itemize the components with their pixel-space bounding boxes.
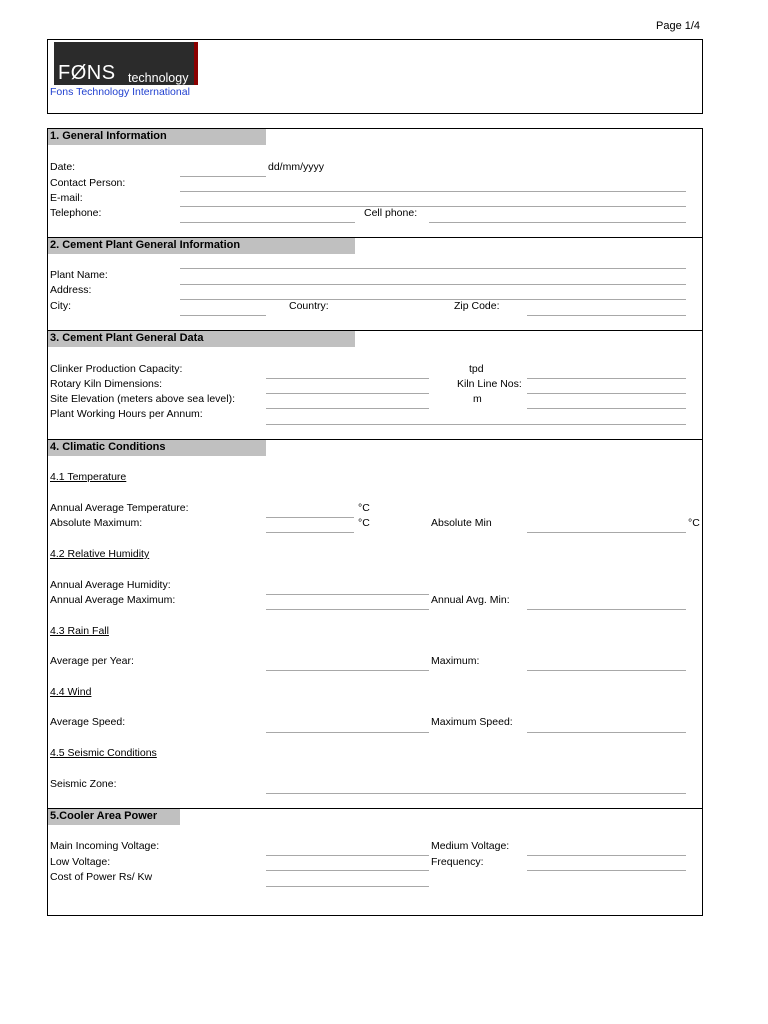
low-voltage-label: Low Voltage: bbox=[50, 856, 111, 868]
site-elevation-field[interactable] bbox=[266, 408, 429, 409]
rain-maximum-field[interactable] bbox=[527, 670, 686, 671]
telephone-label: Telephone: bbox=[50, 207, 102, 219]
celsius-unit: °C bbox=[358, 517, 370, 529]
max-speed-label: Maximum Speed: bbox=[431, 716, 513, 728]
zip-code-field[interactable] bbox=[527, 315, 686, 316]
cost-of-power-field[interactable] bbox=[266, 886, 429, 887]
kiln-line-nos-field[interactable] bbox=[527, 393, 686, 394]
kiln-dimensions-field[interactable] bbox=[266, 393, 429, 394]
wind-subheading: 4.4 Wind bbox=[50, 686, 92, 698]
annual-avg-max-field[interactable] bbox=[266, 609, 429, 610]
plant-name-label: Plant Name: bbox=[50, 269, 108, 281]
telephone-field[interactable] bbox=[180, 222, 355, 223]
section-3-heading: 3. Cement Plant General Data bbox=[48, 331, 355, 347]
plant-name-field-top[interactable] bbox=[180, 268, 686, 269]
frequency-label: Frequency: bbox=[431, 856, 484, 868]
zip-code-label: Zip Code: bbox=[454, 300, 500, 312]
country-label: Country: bbox=[289, 300, 329, 312]
company-logo bbox=[54, 42, 198, 85]
address-label: Address: bbox=[50, 284, 92, 296]
working-hours-field[interactable] bbox=[266, 424, 686, 425]
site-elevation-label: Site Elevation (meters above sea level): bbox=[50, 393, 236, 405]
seismic-zone-field[interactable] bbox=[266, 793, 686, 794]
seismic-zone-label: Seismic Zone: bbox=[50, 778, 117, 790]
header-box bbox=[47, 39, 703, 114]
section-2-heading: 2. Cement Plant General Information bbox=[48, 238, 355, 254]
low-voltage-field[interactable] bbox=[266, 870, 429, 871]
company-name: Fons Technology International bbox=[50, 86, 190, 98]
celsius-unit: °C bbox=[358, 502, 370, 514]
avg-per-year-label: Average per Year: bbox=[50, 655, 134, 667]
medium-voltage-label: Medium Voltage: bbox=[431, 840, 510, 852]
cell-phone-label: Cell phone: bbox=[364, 207, 418, 219]
absolute-max-label: Absolute Maximum: bbox=[50, 517, 143, 529]
annual-avg-max-label: Annual Average Maximum: bbox=[50, 594, 176, 606]
city-field[interactable] bbox=[180, 315, 266, 316]
kiln-line-nos-label: Kiln Line Nos: bbox=[457, 378, 522, 390]
form-box bbox=[47, 128, 703, 916]
temperature-subheading: 4.1 Temperature bbox=[50, 471, 127, 483]
email-label: E-mail: bbox=[50, 192, 83, 204]
plant-name-field[interactable] bbox=[180, 284, 686, 285]
section-5-heading: 5.Cooler Area Power bbox=[48, 809, 180, 825]
date-field[interactable] bbox=[180, 176, 266, 177]
annual-avg-min-label: Annual Avg. Min: bbox=[431, 594, 510, 606]
tpd-unit: tpd bbox=[469, 363, 484, 375]
cell-phone-field[interactable] bbox=[429, 222, 686, 223]
contact-person-field[interactable] bbox=[180, 191, 686, 192]
main-voltage-field[interactable] bbox=[266, 855, 429, 856]
cost-of-power-label: Cost of Power Rs/ Kw bbox=[50, 871, 153, 883]
max-speed-field[interactable] bbox=[527, 732, 686, 733]
annual-avg-humidity-field[interactable] bbox=[266, 594, 429, 595]
working-hours-label: Plant Working Hours per Annum: bbox=[50, 408, 203, 420]
seismic-subheading: 4.5 Seismic Conditions bbox=[50, 747, 157, 759]
rainfall-subheading: 4.3 Rain Fall bbox=[50, 625, 109, 637]
avg-speed-label: Average Speed: bbox=[50, 716, 126, 728]
city-label: City: bbox=[50, 300, 71, 312]
page-number: Page 1/4 bbox=[656, 20, 701, 32]
celsius-unit: °C bbox=[688, 517, 700, 529]
email-field[interactable] bbox=[180, 206, 686, 207]
section-4-heading: 4. Climatic Conditions bbox=[48, 440, 266, 456]
elevation-extra-field[interactable] bbox=[527, 408, 686, 409]
annual-avg-temp-label: Annual Average Temperature: bbox=[50, 502, 189, 514]
clinker-capacity-label: Clinker Production Capacity: bbox=[50, 363, 183, 375]
absolute-min-label: Absolute Min bbox=[431, 517, 492, 529]
frequency-field[interactable] bbox=[527, 870, 686, 871]
absolute-max-field[interactable] bbox=[266, 532, 354, 533]
contact-person-label: Contact Person: bbox=[50, 177, 126, 189]
logo-main-text: FØNS bbox=[58, 62, 116, 84]
annual-avg-temp-field[interactable] bbox=[266, 517, 354, 518]
annual-avg-humidity-label: Annual Average Humidity: bbox=[50, 579, 171, 591]
rain-maximum-label: Maximum: bbox=[431, 655, 480, 667]
meters-unit: m bbox=[473, 393, 482, 405]
date-label: Date: bbox=[50, 161, 76, 173]
avg-speed-field[interactable] bbox=[266, 732, 429, 733]
address-field[interactable] bbox=[180, 299, 686, 300]
annual-avg-min-field[interactable] bbox=[527, 609, 686, 610]
avg-per-year-field[interactable] bbox=[266, 670, 429, 671]
date-format-hint: dd/mm/yyyy bbox=[268, 161, 325, 173]
humidity-subheading: 4.2 Relative Humidity bbox=[50, 548, 150, 560]
logo-sub-text: technology bbox=[128, 71, 189, 85]
absolute-min-field[interactable] bbox=[527, 532, 686, 533]
kiln-dimensions-label: Rotary Kiln Dimensions: bbox=[50, 378, 163, 390]
kiln-line-field-top[interactable] bbox=[527, 378, 686, 379]
clinker-capacity-field[interactable] bbox=[266, 378, 429, 379]
main-voltage-label: Main Incoming Voltage: bbox=[50, 840, 160, 852]
section-1-heading: 1. General Information bbox=[48, 129, 266, 145]
medium-voltage-field[interactable] bbox=[527, 855, 686, 856]
